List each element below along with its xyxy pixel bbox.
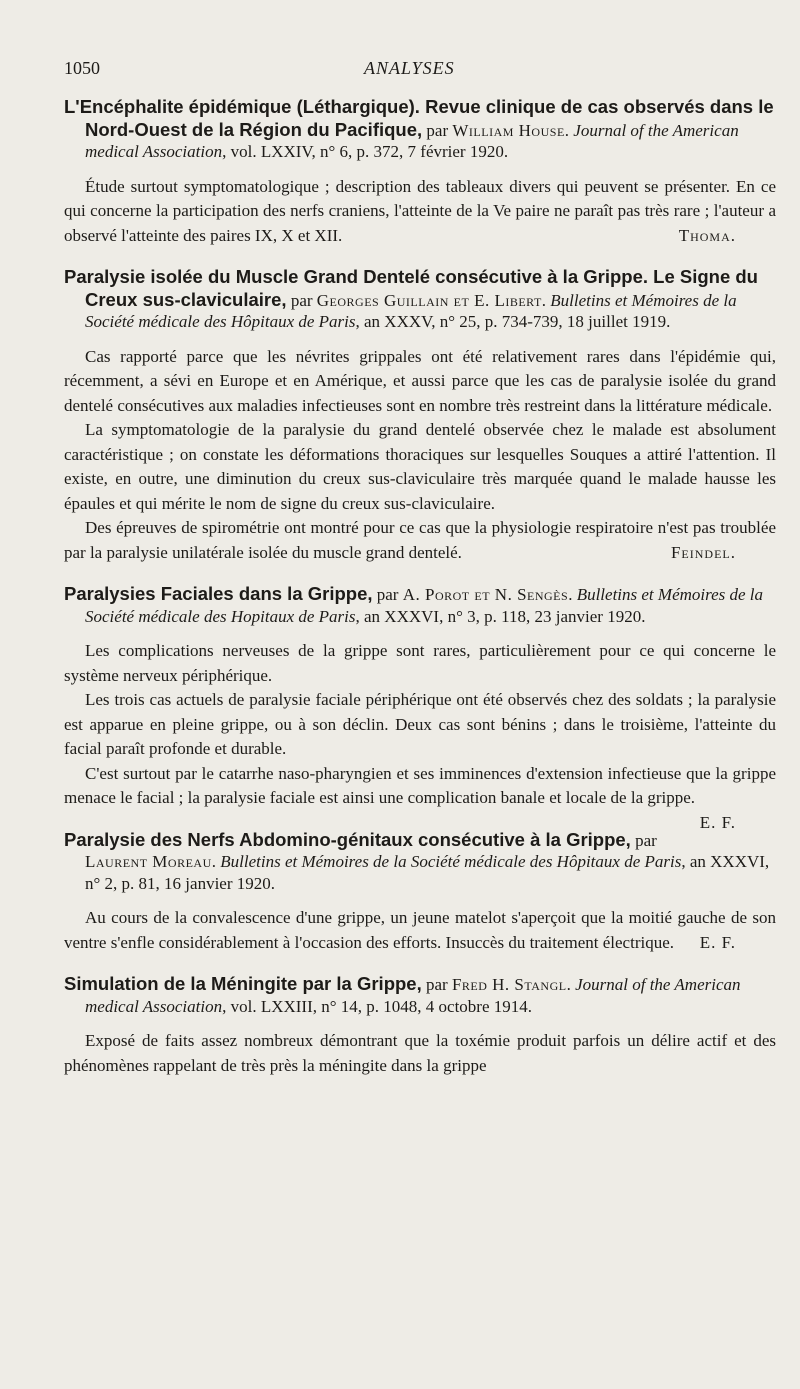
article-author: Fred H. Stangl (451, 975, 567, 994)
paragraph: Cas rapporté parce que les névrites grippales ont été relativement rares dans l'épidémie qui, récemment, a sévi en Europe et en Amérique, et aussi parce que les cas de paralysie isolée du grand dentelé consécutives aux maladies infectieuses sont en nombre très restreint dans la littérature médicale. (64, 346, 776, 415)
article-abdomino-genitaux (64, 829, 776, 956)
article-author: Georges Guillain et E. Libert (316, 290, 542, 310)
journal-name: Journal of the American medical Association (85, 975, 741, 1016)
article-signature: E. F. (699, 812, 736, 832)
journal-reference: , an XXXVI, n° 3, p. 118, 23 janvier 1920. (355, 606, 646, 626)
journal-name: Bulletins et Mémoires de la Société médicale des Hôpitaux de Paris (85, 290, 737, 331)
article-body (64, 1029, 776, 1078)
journal-reference: , vol. LXXIII, n° 14, p. 1048, 4 octobre 1914. (222, 996, 533, 1016)
article-title: Simulation de la Méningite par la Grippe, (64, 973, 422, 994)
page-number: 1050 (64, 58, 100, 78)
paragraph: Au cours de la convalescence d'une grippe, un jeune matelot s'aperçoit que la moitié gauche de son ventre s'enfle considérablement à l'occasion des efforts. Insuccès du traitement électrique. E. F. (64, 906, 776, 955)
article-title: Paralysies Faciales dans la Grippe, (64, 583, 373, 604)
article-heading: Simulation de la Méningite par la Grippe, par Fred H. Stangl. Journal of the American medical Association, vol. LXXIII, n° 14, p. 1048, 4 octobre 1914. (64, 973, 741, 1016)
journal-name: Bulletins et Mémoires de la Société médicale des Hopitaux de Paris (85, 585, 764, 626)
article-heading: Paralysie des Nerfs Abdomino-génitaux consécutive à la Grippe, par Laurent Moreau. Bulletins et Mémoires de la Société médicale des Hôpitaux de Paris, an XXXVI, n° 2, p. 81, 16 janvier 1920. (64, 828, 770, 893)
paragraph: C'est surtout par le catarrhe naso-pharyngien et ses imminences d'extension infectieuse que la grippe menace le facial ; la paralysie faciale est ainsi une complication banale et locale de la grippe. E. F. (64, 762, 776, 811)
article-signature: E. F. (699, 932, 736, 952)
journal-name: Journal of the American medical Association (85, 120, 739, 161)
paragraph: Les trois cas actuels de paralysie faciale périphérique ont été observés chez des soldats ; la paralysie est apparue en pleine grippe, ou à son déclin. Deux cas sont bénins ; dans le troisième, l'atteinte du facial paraît profonde et durable. (64, 690, 776, 758)
analyses-content (64, 96, 776, 1096)
journal-reference: , an XXXV, n° 25, p. 734-739, 18 juillet 1919. (355, 312, 671, 331)
article-signature: Feindel. (670, 542, 736, 562)
article-body (64, 906, 776, 955)
article-author: William House (452, 120, 565, 140)
article-heading: L'Encéphalite épidémique (Léthargique). Revue clinique de cas observés dans le Nord-Ouest de la Région du Pacifique, par William House. Journal of the American medical Association, vol. LXXIV, n° 6, p. 372, 7 février 1920. (64, 96, 774, 161)
article-heading: Paralysies Faciales dans la Grippe, par A. Porot et N. Sengès. Bulletins et Mémoires de la Société médicale des Hopitaux de Paris, an XXXVI, n° 3, p. 118, 23 janvier 1920. (64, 583, 764, 626)
article-signature: Thoma. (678, 225, 736, 245)
paragraph: Les complications nerveuses de la grippe sont rares, particulièrement pour ce qui concerne le système nerveux périphérique. (64, 641, 776, 685)
article-author: Laurent Moreau (85, 852, 212, 871)
article-encephalite (64, 96, 776, 248)
article-heading: Paralysie isolée du Muscle Grand Dentelé consécutive à la Grippe. Le Signe du Creux sus-claviculaire, par Georges Guillain et E. Libert. Bulletins et Mémoires de la Société médicale des Hôpitaux de Paris, an XXXV, n° 25, p. 734-739, 18 juillet 1919. (64, 266, 758, 331)
running-head: ANALYSES (364, 58, 455, 78)
article-body (64, 639, 776, 832)
article-body (64, 175, 776, 249)
article-title: L'Encéphalite épidémique (Léthargique). Revue clinique de cas observés dans le Nord-Ouest de la Région du Pacifique, (64, 96, 774, 140)
article-author: A. Porot et N. Sengès (402, 585, 569, 604)
journal-reference: , an XXXVI, n° 2, p. 81, 16 janvier 1920. (85, 852, 770, 893)
article-paralysies-faciales (64, 583, 776, 832)
article-title: Paralysie des Nerfs Abdomino-génitaux consécutive à la Grippe, (64, 828, 631, 850)
article-title: Paralysie isolée du Muscle Grand Dentelé consécutive à la Grippe. Le Signe du Creux sus-claviculaire, (64, 266, 758, 310)
page-header (64, 58, 760, 84)
paragraph: Des épreuves de spirométrie ont montré pour ce cas que la physiologie respiratoire n'est pas troublée par la paralysie unilatérale isolée du muscle grand dentelé. Feindel. (64, 516, 776, 565)
journal-reference: , vol. LXXIV, n° 6, p. 372, 7 février 1920. (222, 142, 509, 161)
journal-name: Bulletins et Mémoires de la Société médicale des Hôpitaux de Paris (220, 852, 682, 871)
article-grand-dentele (64, 266, 776, 565)
paragraph: Exposé de faits assez nombreux démontrant que la toxémie produit parfois un délire actif et des phénomènes rappelant de très près la méningite dans la grippe (64, 1031, 776, 1075)
article-body (64, 345, 776, 566)
paragraph: La symptomatologie de la paralysie du grand dentelé observée chez le malade est absolument caractéristique ; on constate les déformations thoraciques sur lesquelles Souques a attiré l'attention. Il existe, en outre, une diminution du creux sus-claviculaire très marquée quand le malade hausse les épaules et qui mérite le nom de signe du creux sus-claviculaire. (64, 420, 776, 513)
paragraph: Étude surtout symptomatologique ; description des tableaux divers qui peuvent se présenter. En ce qui concerne la participation des nerfs craniens, l'atteinte de la Ve paire ne paraît pas très rare ; l'auteur a observé l'atteinte des paires IX, X et XII. Thoma. (64, 175, 776, 249)
article-meningite (64, 973, 776, 1078)
